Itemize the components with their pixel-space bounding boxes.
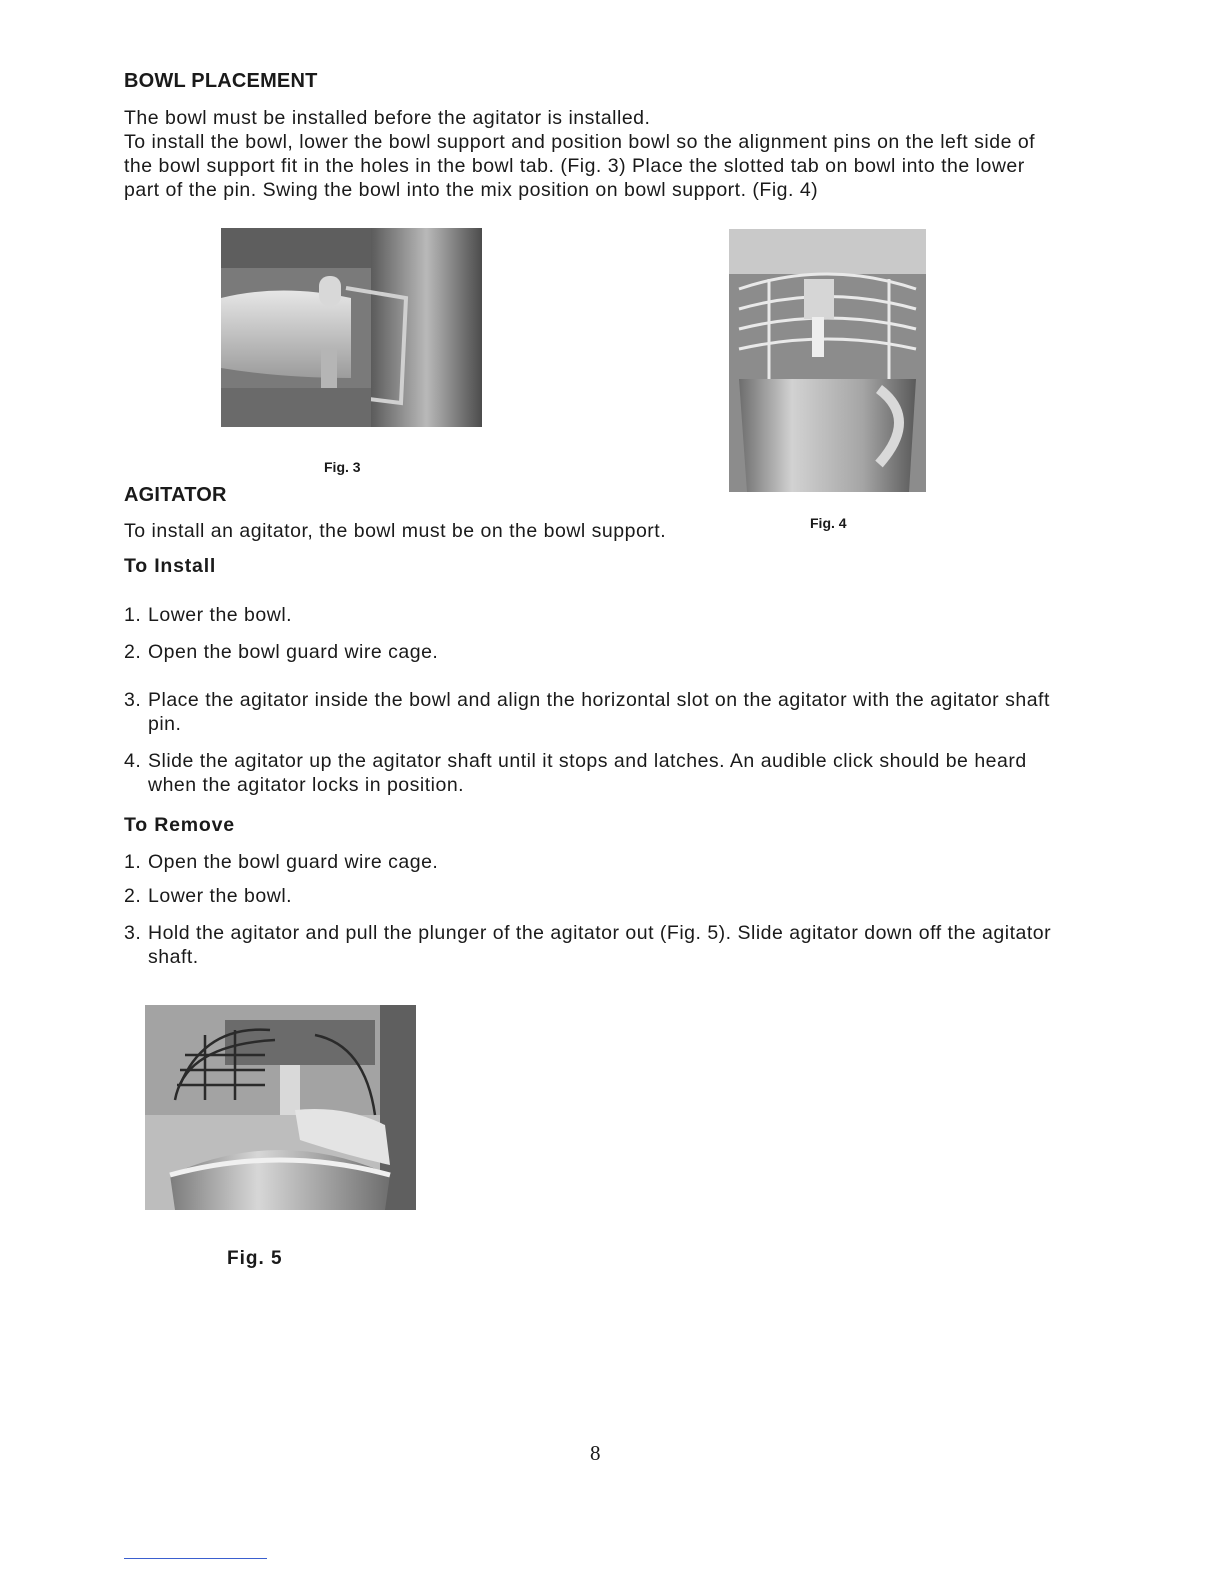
step-number: 3. [124,689,142,711]
step-text: Lower the bowl. [148,604,293,626]
page-number: 8 [590,1441,601,1465]
fig3-caption: Fig. 3 [324,459,361,475]
step-number: 1. [124,851,142,873]
agitator-intro: To install an agitator, the bowl must be on the bowl support. [124,520,667,542]
step-text: Open the bowl guard wire cage. [148,851,439,873]
footer-rule [124,1558,267,1559]
fig4-image [729,229,926,492]
remove-step-3 [124,921,1064,969]
install-step-2 [124,640,1064,664]
install-step-4 [124,749,1064,797]
fig4-caption: Fig. 4 [810,515,847,531]
step-number: 2. [124,641,142,663]
step-text: Hold the agitator and pull the plunger of the agitator out (Fig. 5). Slide agitator down off the agitator shaft. [148,922,1052,968]
step-number: 4. [124,750,142,772]
step-number: 2. [124,885,142,907]
step-number: 1. [124,604,142,626]
install-step-1 [124,603,1064,627]
step-text: Open the bowl guard wire cage. [148,641,439,663]
step-number: 3. [124,922,142,944]
section-heading-bowl-placement: BOWL PLACEMENT [124,70,318,92]
bowl-support-pin-photo-icon [221,228,482,427]
bowl-placement-text [124,106,1064,202]
hand-pulling-agitator-plunger-photo-icon [145,1005,416,1210]
bowl-and-wire-guard-photo-icon [729,229,926,492]
remove-step-2 [124,884,1064,908]
fig3-image [221,228,482,427]
step-text: Place the agitator inside the bowl and align the horizontal slot on the agitator with the agitator shaft pin. [148,689,1050,735]
bowl-placement-paragraph: To install the bowl, lower the bowl support and position bowl so the alignment pins on the left side of the bowl support fit in the holes in the bowl tab. (Fig. 3) Place the slotted tab on bowl into the lower part of the pin. Swing the bowl into the mix position on bowl support. (Fig. 4) [124,131,1036,201]
bowl-placement-line1: The bowl must be installed before the agitator is installed. [124,107,651,129]
fig5-caption: Fig. 5 [227,1248,283,1269]
subheading-to-install: To Install [124,555,217,577]
step-text: Lower the bowl. [148,885,293,907]
step-text: Slide the agitator up the agitator shaft until it stops and latches. An audible click should be heard when the agitator locks in position. [148,750,1027,796]
section-heading-agitator: AGITATOR [124,484,227,506]
fig5-image [145,1005,416,1210]
subheading-to-remove: To Remove [124,814,235,836]
install-step-3 [124,688,1084,736]
remove-step-1 [124,850,1064,874]
